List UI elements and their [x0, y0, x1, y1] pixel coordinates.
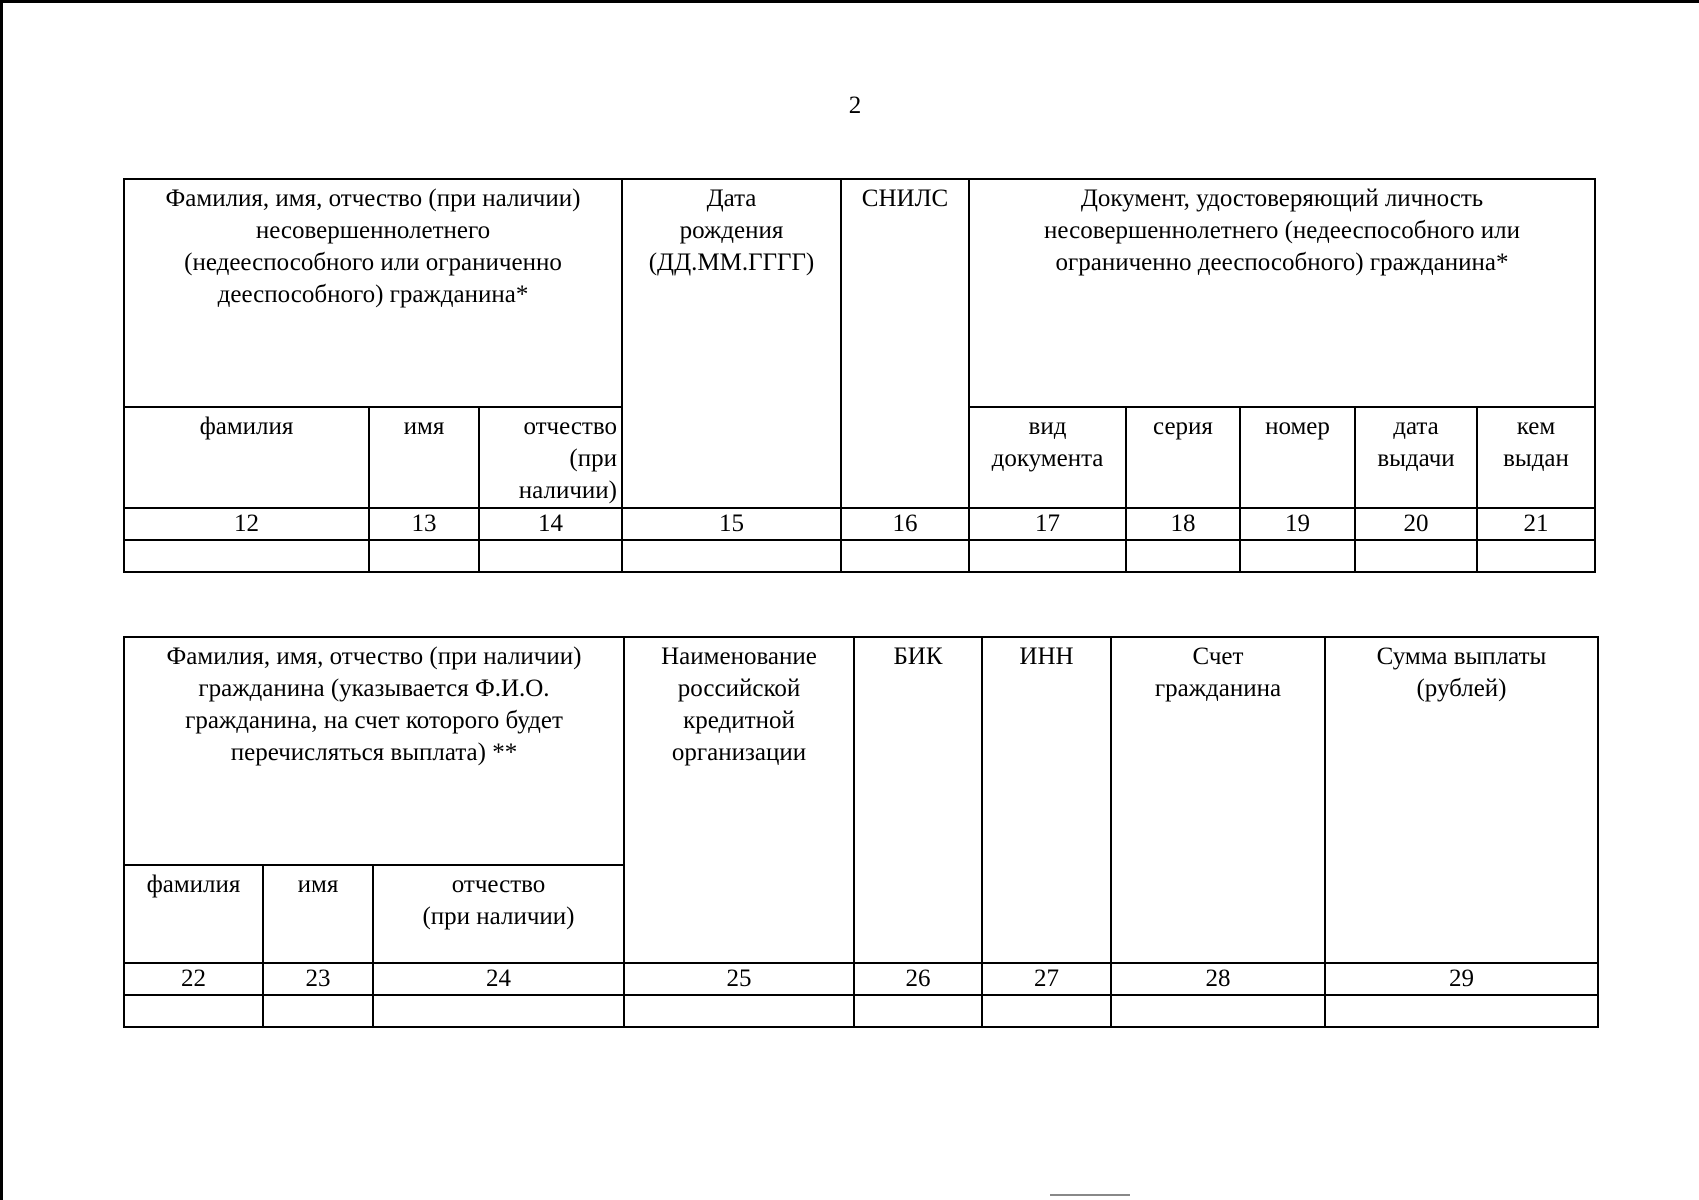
column-number: 18 — [1126, 508, 1240, 540]
empty-cell-inn[interactable] — [982, 995, 1111, 1027]
minor-citizen-table — [123, 178, 1596, 573]
column-number: 25 — [624, 963, 854, 995]
header-minor-fio: Фамилия, имя, отчество (при наличии) несовершеннолетнего (недееспособного или ограниченно дееспособного) гражданина* — [124, 179, 622, 407]
empty-cell-issued-by[interactable] — [1477, 540, 1595, 572]
header-identity-document: Документ, удостоверяющий личность несовершеннолетнего (недееспособного или ограниченно дееспособного) гражданина* — [969, 179, 1595, 407]
scan-artifact — [1050, 1194, 1130, 1196]
subheader-patronymic: отчество (при наличии) — [373, 865, 624, 963]
column-number-row — [124, 963, 1598, 995]
empty-cell-payment-amount[interactable] — [1325, 995, 1598, 1027]
column-number: 19 — [1240, 508, 1355, 540]
header-account: Счет гражданина — [1111, 637, 1325, 963]
empty-cell-issue-date[interactable] — [1355, 540, 1477, 572]
column-number: 27 — [982, 963, 1111, 995]
subheader-name: имя — [263, 865, 373, 963]
column-number: 28 — [1111, 963, 1325, 995]
empty-cell-bank-name[interactable] — [624, 995, 854, 1027]
subheader-series: серия — [1126, 407, 1240, 508]
column-number: 23 — [263, 963, 373, 995]
column-number: 22 — [124, 963, 263, 995]
payee-citizen-table — [123, 636, 1599, 1028]
column-number: 24 — [373, 963, 624, 995]
header-birth-date: Дата рождения (ДД.ММ.ГГГГ) — [622, 179, 841, 508]
column-number: 15 — [622, 508, 841, 540]
empty-cell-document-type[interactable] — [969, 540, 1126, 572]
header-bank-name: Наименование российской кредитной организации — [624, 637, 854, 963]
subheader-patronymic: отчество (при наличии) — [479, 407, 622, 508]
column-number: 13 — [369, 508, 479, 540]
subheader-surname: фамилия — [124, 407, 369, 508]
empty-cell-patronymic[interactable] — [373, 995, 624, 1027]
column-number: 20 — [1355, 508, 1477, 540]
column-number: 21 — [1477, 508, 1595, 540]
empty-cell-name[interactable] — [369, 540, 479, 572]
empty-cell-surname[interactable] — [124, 995, 263, 1027]
table-row — [124, 995, 1598, 1027]
column-number: 17 — [969, 508, 1126, 540]
column-number: 26 — [854, 963, 982, 995]
page-number: 2 — [848, 92, 862, 119]
column-number: 29 — [1325, 963, 1598, 995]
header-snils: СНИЛС — [841, 179, 969, 508]
column-number: 16 — [841, 508, 969, 540]
column-number: 12 — [124, 508, 369, 540]
empty-cell-snils[interactable] — [841, 540, 969, 572]
empty-cell-surname[interactable] — [124, 540, 369, 572]
subheader-issue-date: дата выдачи — [1355, 407, 1477, 508]
empty-cell-series[interactable] — [1126, 540, 1240, 572]
empty-cell-number[interactable] — [1240, 540, 1355, 572]
empty-cell-birth-date[interactable] — [622, 540, 841, 572]
subheader-surname: фамилия — [124, 865, 263, 963]
subheader-document-type: вид документа — [969, 407, 1126, 508]
subheader-number: номер — [1240, 407, 1355, 508]
page-left-edge — [0, 0, 3, 1200]
empty-cell-patronymic[interactable] — [479, 540, 622, 572]
page-top-edge — [0, 0, 1699, 3]
column-number-row — [124, 508, 1595, 540]
header-payment-amount: Сумма выплаты (рублей) — [1325, 637, 1598, 963]
empty-cell-account[interactable] — [1111, 995, 1325, 1027]
column-number: 14 — [479, 508, 622, 540]
header-payee-fio: Фамилия, имя, отчество (при наличии) гражданина (указывается Ф.И.О. гражданина, на счет которого будет перечисляться выплата) ** — [124, 637, 624, 865]
subheader-issued-by: кем выдан — [1477, 407, 1595, 508]
header-bik: БИК — [854, 637, 982, 963]
subheader-name: имя — [369, 407, 479, 508]
empty-cell-bik[interactable] — [854, 995, 982, 1027]
empty-cell-name[interactable] — [263, 995, 373, 1027]
table-row — [124, 540, 1595, 572]
header-inn: ИНН — [982, 637, 1111, 963]
